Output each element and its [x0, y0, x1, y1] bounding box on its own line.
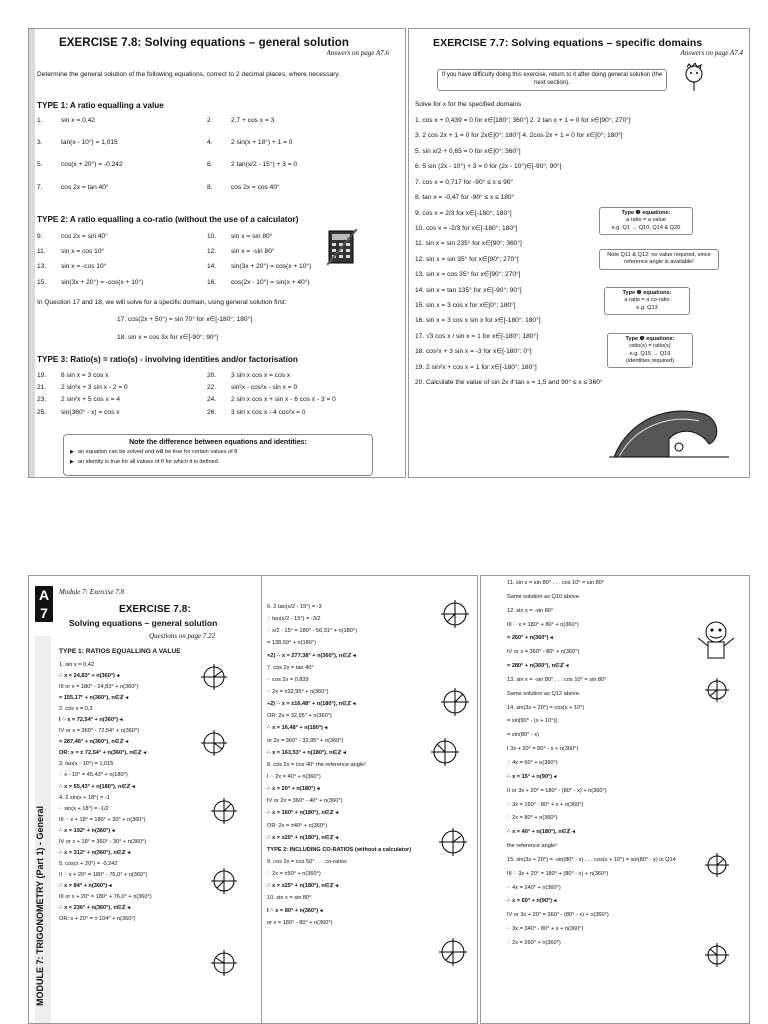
column-divider: [261, 576, 262, 1023]
text-line: IV or 3x + 20° = 360° - (80° - x) + n(360°): [507, 912, 609, 919]
question-cell: [207, 248, 275, 256]
text-line: 15. sin(3x + 20°) = -sin(80° - x) . . . cos(x + 10°) = sin(80° - x) in Q14: [507, 856, 676, 863]
text-line: OR: x + 20° = ± 104° + n(360°): [59, 916, 136, 923]
exercise-7-8-answers-page: [28, 575, 478, 1024]
question-cell: [207, 139, 292, 147]
cartoon-character-icon: [696, 618, 736, 664]
text-line: II or 3x + 20° = 180° - (80° - x) + n(360°): [507, 787, 607, 794]
text-line: ∴ x = 236° + n(360°), n∈ℤ ◂: [59, 905, 131, 912]
text-line: I ∴ x = 72,54° + n(360°) ◂: [59, 717, 123, 724]
question-cell: [37, 139, 207, 147]
text-line: ∴ 2x = ±32,95° + n(360°): [267, 688, 329, 695]
type3-question-list: [37, 372, 402, 421]
text-line: 13. sin x = cos 35° for x∈[90°; 270°]: [415, 271, 521, 279]
cast-diagram-icon: [703, 851, 731, 879]
text-line: 1. cos x + 0,439 = 0 for x∈[180°; 360°] 2. 2 tan x + 1 = 0 for x∈[90°; 270°]: [415, 117, 631, 124]
cast-diagram-icon: [703, 941, 731, 969]
page-title: EXERCISE 7.7: Solving equations – specific domains: [433, 37, 703, 49]
text-line: ∴ x - 10° = 45,43° + n(180°): [59, 772, 128, 779]
answers-continued-page: [480, 575, 750, 1024]
text-line: 9. cos 2x = cos 50° . . . co-ratios: [267, 858, 347, 865]
text-line: 11. sin x = sin 235° for x∈[90°; 360°]: [415, 240, 522, 248]
question-row: [37, 184, 397, 192]
text-line: 17. √3 cos x / sin x = 1 for x∈[-180°; 180°]: [415, 332, 538, 340]
question-cell: [37, 372, 207, 380]
equation-identity-note: [63, 434, 373, 476]
question-cell: [207, 396, 336, 404]
text-line: 8. cos 2x = cos 40° the reference angle!: [267, 761, 366, 768]
question-number: 3.: [37, 139, 43, 147]
text-line: 20. Calculate the value of sin 2x if tan x = 1,5 and 90° ≤ x ≤ 360°: [415, 379, 603, 387]
text-line: the reference angle!: [507, 843, 557, 850]
question-text: cos 2x = sin 40°: [61, 233, 108, 240]
text-line: 10. sin x = sin 80°: [267, 895, 312, 902]
text-line: 10. cos x = -2/3 for x∈[-180°; 180°]: [415, 224, 518, 232]
thinking-student-icon: [679, 63, 709, 93]
text-line: 1. sin x = 0,42: [59, 662, 94, 668]
question-number: 8.: [207, 183, 213, 191]
cast-diagram-icon: [429, 736, 461, 768]
text-line: 15. sin x = 3 cos x for x∈[0°; 180°]: [415, 302, 516, 310]
cast-diagram-icon: [209, 866, 239, 896]
text-line: = 138,69° + n(180°): [267, 640, 316, 647]
page-title: EXERCISE 7.8:: [119, 604, 191, 615]
text-line: = 280° + n(360°), n∈ℤ ◂: [507, 663, 569, 670]
question-number: 9.: [37, 233, 43, 240]
cast-diagram-icon: [209, 796, 239, 826]
question-cell: [37, 384, 207, 392]
text-line: 7. cos 2x = tan 40°: [267, 664, 314, 671]
question-text: cos(2x - 10°) = sin(x + 40°): [231, 278, 310, 286]
question-row: [37, 139, 397, 147]
question-row: [37, 279, 397, 287]
question-cell: [207, 372, 290, 380]
text-line: = sin(80° - x): [507, 732, 539, 739]
text-line: 12. sin x = -sin 80°: [507, 607, 554, 614]
questions-reference: Questions on page 7.22: [149, 632, 216, 640]
question-text: 2 sin²x + 3 sin x - 2 = 0: [61, 384, 128, 392]
question-number: 22.: [207, 384, 217, 392]
tip-box: If you have difficulty doing this exercise, return to it after doing general solution (the next section).: [437, 69, 667, 91]
question-row: [37, 117, 397, 125]
type1-question-list: [37, 117, 397, 206]
question-cell: [207, 233, 272, 241]
text-line: ∴ x = 60° + n(90°) ◂: [507, 898, 557, 905]
note-equation: ▶ an equation can be solved and will be true for certain values of θ: [70, 449, 366, 456]
question-18: 18. sin x = cos 3x for x∈[-90°; 90°]: [117, 334, 218, 341]
text-line: 13. sin x = -sin 80° . . . cos 10° = sin 80°: [507, 676, 607, 683]
question-number: 19.: [37, 372, 47, 379]
cast-diagram-icon: [199, 662, 229, 692]
text-line: I 3x + 20° = 80° - x + n(360°): [507, 746, 579, 753]
text-line: ∴ x = 312° + n(360°), n∈ℤ ◂: [59, 849, 131, 856]
text-line: 5. cos(x + 20°) = -0,242: [59, 860, 118, 867]
cast-diagram-icon: [437, 936, 469, 968]
question-cell: [207, 117, 274, 125]
question-cell: [37, 233, 207, 241]
text-line: III ∴ x + 18° = 180° + 30° + n(360°): [59, 816, 146, 823]
question-text: cos(x + 20°) = -0,242: [61, 161, 123, 169]
text-line: ∴ x = 15° + n(90°) ◂: [507, 773, 557, 780]
text-line: 6. 5 sin (2x - 10°) + 3 = 0 for (2x - 10°)∈[-90°; 90°]: [415, 163, 562, 171]
question-number: 10.: [207, 233, 217, 240]
text-line: ∴ tan(x/2 - 15°) = -3/2: [267, 616, 321, 623]
section-letter: A: [38, 587, 50, 603]
text-line: OR: x = ± 72,54° + n(360°), n∈ℤ ◂: [59, 750, 147, 757]
question-text: 2 sin(x + 18°) + 1 = 0: [231, 139, 293, 147]
text-line: IV or x + 18° = 360° - 30° + n(360°): [59, 838, 147, 845]
question-cell: [37, 161, 207, 169]
question-text: 3 sin x cos x = cos x: [231, 372, 291, 379]
type2-line2: e.g. Q13: [636, 304, 658, 311]
text-line: 5. sin x/2 + 0,65 = 0 for x∈[0°; 360°]: [415, 147, 521, 155]
page-title: EXERCISE 7.8: Solving equations – general solution: [59, 37, 350, 49]
question-number: 20.: [207, 372, 217, 379]
text-line: ∴ 2x = 80° + n(360°): [507, 815, 558, 822]
type1-note-extra: Note Q11 & Q12: no value required, since reference angle is available!: [599, 249, 719, 270]
text-line: ∴ 4x = 240° + n(360°): [507, 884, 561, 891]
question-number: 15.: [37, 278, 47, 286]
text-line: ∴ x = 84° + n(360°) ◂: [59, 882, 112, 889]
text-line: ∴ x = ±25° + n(180°), n∈ℤ ◂: [267, 883, 339, 890]
text-line: ∴ x = 24,83° + n(360°) ◂: [59, 673, 120, 680]
question-number: 16.: [207, 278, 217, 286]
text-line: ÷2) ∴ x = ±16,48° + n(180°), n∈ℤ ◂: [267, 701, 356, 708]
question-number: 23.: [37, 396, 47, 404]
text-line: 3. tan(x - 10°) = 1,015: [59, 761, 114, 768]
title-block: [59, 37, 389, 57]
text-line: ∴ 3x = 160° - 80° + x + n(360°): [507, 801, 584, 808]
question-text: tan(x - 10°) = 1,015: [61, 139, 118, 147]
text-line: ∴ x = 55,43° + n(180°), n∈ℤ ◂: [59, 783, 135, 790]
text-line: 14. sin x = tan 135° for x∈[-90°; 90°]: [415, 286, 522, 294]
question-number: 11.: [37, 248, 46, 256]
text-line: or 2x = 360° - 32,95° + n(360°): [267, 737, 344, 744]
cast-diagram-icon: [209, 948, 239, 978]
text-line: ∴ 2x = 260° + n(360°): [507, 939, 561, 946]
question-number: 6.: [207, 161, 213, 169]
text-line: = 155,17° + n(360°), n∈ℤ ◂: [59, 695, 129, 702]
type1-line1: a ratio = a value: [626, 217, 666, 224]
text-line: III ∴ x = 180° + 80° + n(360°): [507, 621, 579, 628]
type3-line3: (identities required): [626, 357, 674, 364]
section-marker: [35, 586, 53, 622]
text-line: 2. cos x = 0,3: [59, 706, 93, 713]
question-number: 5.: [37, 161, 43, 169]
text-line: ∴ x = ±20° + n(180°), n∈ℤ ◂: [267, 834, 339, 841]
question-text: 2,7 + cos x = 3: [231, 117, 275, 124]
text-line: ∴ 3x = 340° - 80° + x + n(360°): [507, 926, 584, 933]
question-row: [37, 384, 402, 392]
q17-intro: In Question 17 and 18, we will solve for a specific domain, using general solution first:: [37, 299, 287, 306]
question-number: 13.: [37, 263, 47, 271]
text-line: I ∴ 2x = 40° + n(360°): [267, 773, 321, 780]
question-text: sin x = -cos 10°: [61, 263, 107, 271]
question-number: 12.: [207, 248, 217, 256]
text-line: ∴ 2x = ±50° + n(360°): [267, 871, 321, 878]
note-identity: ▶ an identity is true for all values of θ for which it is defined.: [70, 459, 366, 466]
text-line: ×2) ∴ x = 277,38° + n(360°), n∈ℤ ◂: [267, 652, 356, 659]
text-line: ∴ x = 163,53° + n(180°), n∈ℤ ◂: [267, 749, 346, 756]
text-line: ∴ x = 20° + n(180°) ◂: [267, 786, 320, 793]
type1-title: Type ❶ equations:: [621, 210, 671, 216]
text-line: III or x = 180° - 24,83° + n(360°): [59, 684, 139, 691]
question-number: 25.: [37, 408, 47, 416]
question-cell: [207, 384, 297, 392]
type3-title: Type ❸ equations:: [625, 336, 675, 342]
module-side-label: MODULE 7: TRIGONOMETRY (Part 1) - General: [35, 805, 45, 1006]
text-line: OR: 2x = 32,95° + n(360°): [267, 713, 332, 720]
cast-diagram-icon: [439, 598, 471, 630]
type1-note-box: [599, 207, 693, 235]
text-line: III ∴ 3x + 20° = 180° + (80° - x) + n(360°): [507, 870, 609, 877]
solve-instruction: Solve for x for the specified domains: [415, 101, 522, 108]
question-text: sin x = sin 80°: [231, 233, 273, 240]
question-text: sin x = -sin 80°: [231, 248, 275, 256]
text-line: 18. cos²x + 3 sin x = -3 for x∈[-180°; 0°]: [415, 348, 532, 356]
text-line: 8. tan x = -0,47 for -90° ≤ x ≤ 180°: [415, 194, 515, 202]
exercise-7-8-questions-page: [28, 28, 406, 478]
question-row: [37, 161, 397, 169]
type2-title: Type ❷ equations:: [622, 290, 672, 296]
text-line: 9. cos x = 2/3 for x∈[-180°; 180°]: [415, 209, 512, 217]
text-line: 3. 2 cos 2x + 1 = 0 for 2x∈[0°; 180°] 4. 2cos 2x + 1 = 0 for x∈[0°; 180°]: [415, 132, 623, 140]
page-subtitle: Solving equations – general solution: [69, 618, 218, 628]
text-line: Same solution as Q12 above.: [507, 690, 581, 697]
note-title: Note the difference between equations and identities:: [129, 439, 307, 446]
question-text: cos 2x = tan 40°: [61, 183, 109, 191]
question-text: 2 sin x cos x + sin x - 6 cos x - 3 = 0: [231, 396, 336, 404]
text-line: = 287,46° + n(360°), n∈ℤ ◂: [59, 739, 129, 746]
cast-diagram-icon: [439, 686, 471, 718]
question-text: 8 sin x = 3 cos x: [61, 372, 109, 379]
text-line: 4. 2 sin(x + 18°) = -1: [59, 794, 110, 801]
question-cell: [207, 409, 306, 417]
question-cell: [207, 161, 297, 169]
question-text: 2 tan(x/2 - 15°) + 3 = 0: [231, 161, 298, 169]
text-line: ∴ x = 192° + n(360°) ◂: [59, 827, 115, 834]
text-line: 6. 2 tan(x/2 - 15°) = -3: [267, 604, 322, 610]
type3-heading: TYPE 3: Ratio(s) = ratio(s) - involving identities and/or factorisation: [37, 355, 298, 364]
question-text: 2 sin²x + 5 cos x = 4: [61, 396, 121, 404]
answers-reference: Answers on page A7.4: [680, 49, 743, 57]
question-text: cos 2x = cos 40°: [231, 183, 280, 191]
question-number: 26.: [207, 408, 217, 416]
question-cell: [37, 396, 207, 404]
answers-reference: Answers on page A7.6: [326, 49, 389, 57]
question-number: 14.: [207, 263, 217, 271]
question-number: 2.: [207, 117, 213, 124]
question-text: sin x = 0,42: [61, 117, 95, 124]
question-cell: [207, 184, 280, 192]
text-line: 11. sin x = sin 80° . . . cos 10° = sin 80°: [507, 580, 605, 586]
title-block: [433, 37, 743, 57]
text-line: ∴ x/2 - 15° = 180° - 56,31° + n(180°): [267, 628, 357, 635]
question-number: 4.: [207, 139, 213, 147]
text-line: 12. sin x = sin 35° for x∈[90°; 270°]: [415, 255, 519, 263]
text-line: 7. cos x = 0,717 for -90° ≤ x ≤ 90°: [415, 178, 514, 186]
text-line: ∴ 4x = 60° + n(360°): [507, 759, 558, 766]
text-line: III or x + 20° = 180° + 76,0° + n(360°): [59, 893, 152, 900]
question-cell: [207, 263, 311, 271]
surfer-wave-illustration: [609, 399, 729, 459]
question-cell: [37, 263, 207, 271]
text-line: I ∴ x = 80° + n(360°) ◂: [267, 907, 323, 914]
question-text: 3 sin x cos x - 4 cos²x = 0: [231, 408, 306, 416]
question-text: sin x = cos 10°: [61, 248, 105, 256]
text-line: ∴ x = 16,48° + n(180°) ◂: [267, 725, 328, 732]
intro-text: Determine the general solution of the following equations, correct to 2 decimal places, where necessary.: [37, 71, 340, 78]
text-line: IV or x = 360° - 72,54° + n(360°): [59, 728, 140, 735]
question-cell: [37, 248, 207, 256]
question-number: 1.: [37, 117, 43, 124]
text-line: 19. 2 sin²x + cos x = 1 for x∈[-180°; 180°]: [415, 363, 537, 371]
cast-diagram-icon: [437, 826, 469, 858]
section-number: 7: [40, 605, 48, 621]
text-line: = sin[90° - (x + 10°)]: [507, 718, 557, 725]
question-cell: [37, 409, 207, 417]
question-cell: [37, 184, 207, 192]
text-line: 14. sin(3x + 20°) = cos(x + 10°): [507, 704, 585, 711]
text-line: ∴ sin(x + 18°) = -1/2: [59, 805, 109, 812]
type2-line1: a ratio = a co-ratio: [624, 297, 670, 304]
question-row: [37, 396, 402, 404]
question-text: sin(3x + 20°) = -cos(x + 10°): [61, 278, 144, 286]
text-line: ∴ cos 2x = 0,839: [267, 676, 309, 683]
calculator-icon: [327, 229, 357, 265]
type1-heading: TYPE 1: RATIOS EQUALLING A VALUE: [59, 648, 181, 655]
question-17: 17. cos(2x + 50°) = sin 70° for x∈[-180°; 180°]: [117, 316, 253, 323]
question-row: [37, 372, 402, 380]
question-cell: [37, 279, 207, 287]
question-row: [37, 409, 402, 417]
type1-heading: TYPE 1: A ratio equalling a value: [37, 101, 164, 110]
text-line: or x = 180° - 80° + n(360°): [267, 919, 333, 926]
question-number: 7.: [37, 183, 43, 191]
text-line: ∴ x = 40° + n(180°), n∈ℤ ◂: [507, 829, 576, 836]
text-line: II ∴ x + 20° = 180° - 76,0° + n(360°): [59, 871, 148, 878]
question-cell: [207, 279, 310, 287]
question-text: sin(360° - x) = cos x: [61, 408, 120, 416]
type2-note-box: [604, 287, 690, 315]
text-line: Same solution as Q10 above.: [507, 593, 581, 600]
question-text: sin(3x + 20°) = cos(x + 10°): [231, 263, 312, 271]
exercise-7-7-questions-page: [408, 28, 750, 478]
question-cell: [37, 117, 207, 125]
module-label: Module 7: Exercise 7.8: [59, 588, 125, 596]
type3-note-box: [607, 333, 693, 368]
cast-diagram-icon: [199, 728, 229, 758]
type2-heading: TYPE 2: A ratio equalling a co-ratio (without the use of a calculator): [37, 215, 299, 224]
text-line: IV or x = 360° - 80° + n(360°): [507, 649, 580, 656]
type1-line2: e.g. Q1 → Q10, Q14 & Q20: [611, 224, 681, 231]
page-binding-bar: [29, 29, 35, 477]
text-line: = 260° + n(360°) ◂: [507, 635, 553, 642]
text-line: OR: 2x = ±40° + n(360°): [267, 822, 328, 829]
type3-line1: ratio(s) = ratio(s): [629, 343, 671, 350]
type3-line2: e.g. Q15 → Q19: [629, 350, 671, 357]
text-line: ∴ x = 160° + n(180°), n∈ℤ ◂: [267, 810, 339, 817]
question-number: 21.: [37, 384, 47, 392]
text-line: TYPE 2: INCLUDING CO-RATIOS (without a calculator): [267, 846, 412, 853]
text-line: 16. sin x = 3 cos x sin x for x∈[-180°; 180°]: [415, 317, 541, 325]
text-line: IV or 2x = 360° - 40° + n(360°): [267, 798, 343, 805]
question-text: sin²x - cos²x - sin x = 0: [231, 384, 298, 392]
cast-diagram-icon: [703, 676, 731, 704]
question-number: 24.: [207, 396, 217, 404]
